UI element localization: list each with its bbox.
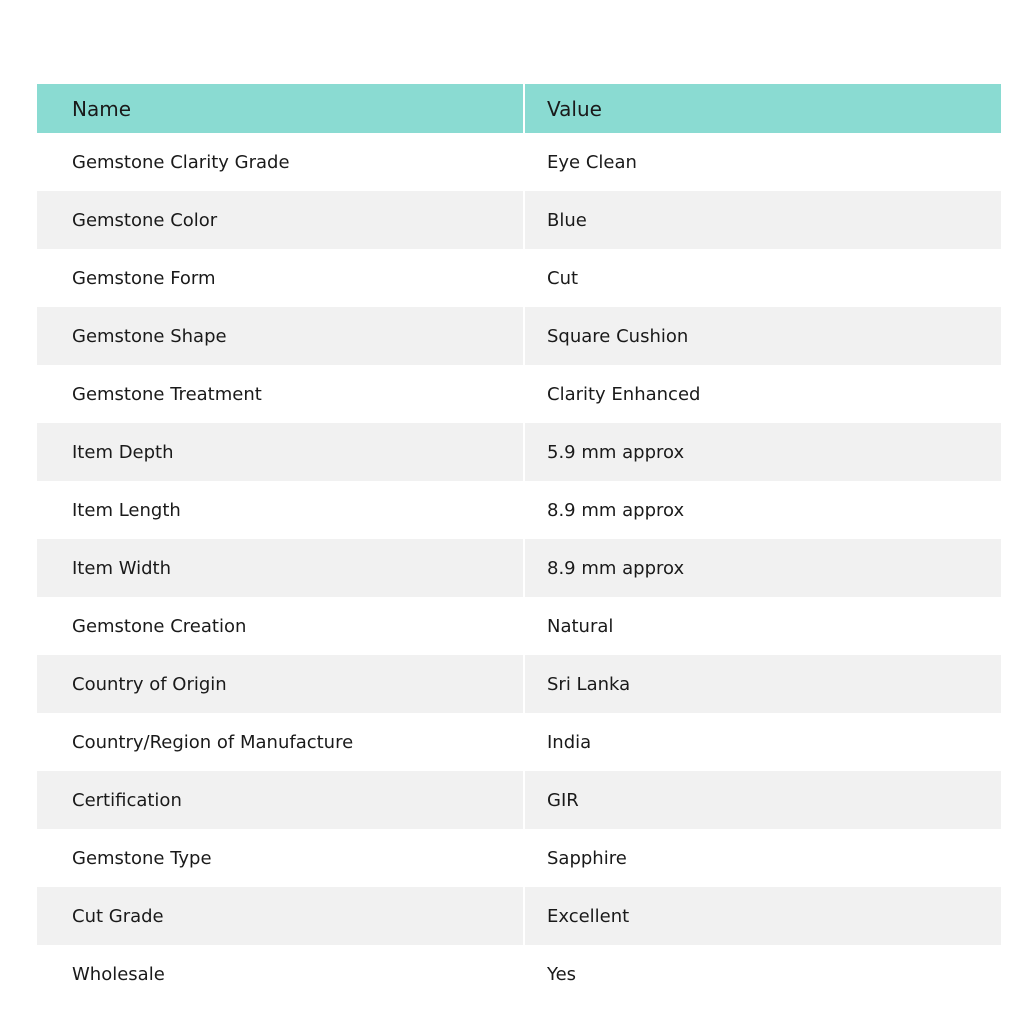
table-header xyxy=(37,84,1001,133)
table-row xyxy=(37,539,1001,597)
row-name-cell: Item Length xyxy=(37,481,524,539)
table-row xyxy=(37,365,1001,423)
specification-table xyxy=(37,84,1001,1003)
row-value-cell: Clarity Enhanced xyxy=(524,365,1001,423)
row-name-cell: Gemstone Form xyxy=(37,249,524,307)
column-header-value: Value xyxy=(524,84,1001,133)
row-name-cell: Country/Region of Manufacture xyxy=(37,713,524,771)
row-value-cell: 8.9 mm approx xyxy=(524,481,1001,539)
table-row xyxy=(37,945,1001,1003)
table-body xyxy=(37,133,1001,1003)
row-value-cell: 8.9 mm approx xyxy=(524,539,1001,597)
row-value-cell: Excellent xyxy=(524,887,1001,945)
row-name-cell: Cut Grade xyxy=(37,887,524,945)
row-value-cell: Square Cushion xyxy=(524,307,1001,365)
row-name-cell: Gemstone Creation xyxy=(37,597,524,655)
row-name-cell: Gemstone Treatment xyxy=(37,365,524,423)
table-row xyxy=(37,133,1001,191)
row-name-cell: Country of Origin xyxy=(37,655,524,713)
row-name-cell: Certification xyxy=(37,771,524,829)
row-value-cell: Eye Clean xyxy=(524,133,1001,191)
row-value-cell: Sri Lanka xyxy=(524,655,1001,713)
row-value-cell: Sapphire xyxy=(524,829,1001,887)
row-name-cell: Gemstone Type xyxy=(37,829,524,887)
row-value-cell: Cut xyxy=(524,249,1001,307)
table-header-row xyxy=(37,84,1001,133)
row-name-cell: Wholesale xyxy=(37,945,524,1003)
row-name-cell: Gemstone Color xyxy=(37,191,524,249)
row-value-cell: Natural xyxy=(524,597,1001,655)
table-row xyxy=(37,713,1001,771)
table-row xyxy=(37,423,1001,481)
table-row xyxy=(37,249,1001,307)
row-name-cell: Item Width xyxy=(37,539,524,597)
table-row xyxy=(37,771,1001,829)
table-row xyxy=(37,829,1001,887)
row-name-cell: Gemstone Clarity Grade xyxy=(37,133,524,191)
row-name-cell: Item Depth xyxy=(37,423,524,481)
table-row xyxy=(37,481,1001,539)
table-row xyxy=(37,597,1001,655)
column-header-name: Name xyxy=(37,84,524,133)
row-value-cell: Blue xyxy=(524,191,1001,249)
specification-table-container xyxy=(37,84,1001,1003)
table-row xyxy=(37,887,1001,945)
row-value-cell: Yes xyxy=(524,945,1001,1003)
row-name-cell: Gemstone Shape xyxy=(37,307,524,365)
row-value-cell: India xyxy=(524,713,1001,771)
table-row xyxy=(37,191,1001,249)
table-row xyxy=(37,307,1001,365)
row-value-cell: 5.9 mm approx xyxy=(524,423,1001,481)
row-value-cell: GIR xyxy=(524,771,1001,829)
table-row xyxy=(37,655,1001,713)
